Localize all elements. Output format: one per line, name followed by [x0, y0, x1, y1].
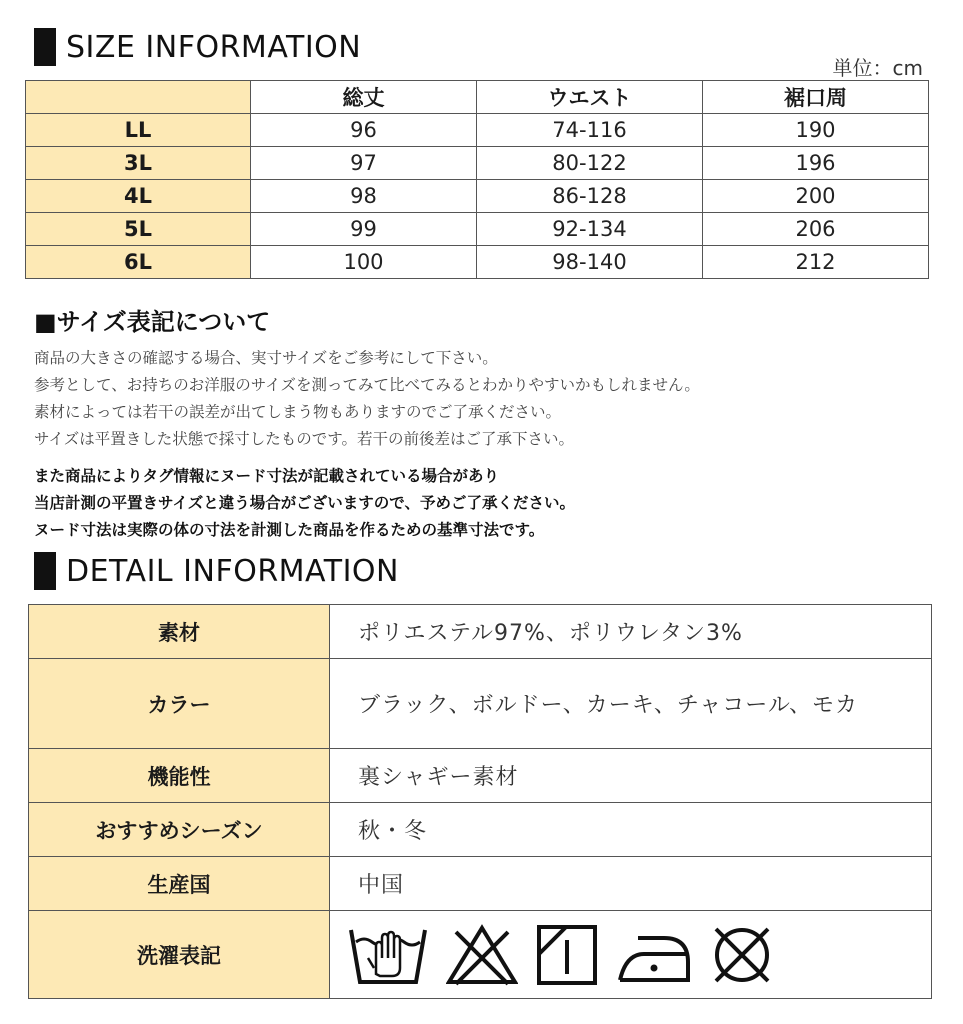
detail-section-header	[34, 552, 399, 590]
size-label: 4L	[26, 180, 251, 213]
waist-value: 86-128	[477, 180, 703, 213]
note-line: 商品の大きさの確認する場合、実寸サイズをご参考にして下さい。	[34, 349, 498, 367]
size-label: 3L	[26, 147, 251, 180]
table-row	[29, 911, 932, 999]
length-value: 96	[251, 114, 477, 147]
origin-label: 生産国	[29, 857, 330, 911]
section-marker	[34, 552, 56, 590]
line-dry-icon	[536, 924, 598, 986]
size-notes	[34, 302, 934, 544]
table-row	[26, 147, 929, 180]
waist-value: 74-116	[477, 114, 703, 147]
table-row	[26, 246, 929, 279]
table-row	[29, 749, 932, 803]
notice-line: また商品によりタグ情報にヌード寸法が記載されている場合があり	[34, 467, 500, 485]
hem-value: 196	[703, 147, 929, 180]
table-row	[29, 803, 932, 857]
season-value: 秋・冬	[330, 803, 932, 857]
material-value: ポリエステル97%、ポリウレタン3%	[330, 605, 932, 659]
size-section-header	[34, 28, 361, 66]
waist-value: 98-140	[477, 246, 703, 279]
size-table	[25, 80, 929, 279]
table-row	[29, 605, 932, 659]
size-label: LL	[26, 114, 251, 147]
care-symbols	[330, 911, 932, 999]
note-line: 参考として、お持ちのお洋服のサイズを測ってみて比べてみるとわかりやすいかもしれません。	[34, 376, 700, 394]
length-value: 98	[251, 180, 477, 213]
size-table-corner	[26, 81, 251, 114]
table-row	[29, 659, 932, 749]
size-section-title: SIZE INFORMATION	[66, 29, 362, 65]
note-line: サイズは平置きした状態で採寸したものです。若干の前後差はご了承下さい。	[34, 430, 575, 448]
hand-wash-icon	[348, 924, 428, 986]
hem-value: 206	[703, 213, 929, 246]
no-dry-clean-icon	[710, 924, 774, 986]
note-line: 素材によっては若干の誤差が出てしまう物もありますのでご了承ください。	[34, 403, 562, 421]
waist-value: 92-134	[477, 213, 703, 246]
hem-value: 212	[703, 246, 929, 279]
column-header-hem: 裾口周	[703, 81, 929, 114]
size-label: 6L	[26, 246, 251, 279]
waist-value: 80-122	[477, 147, 703, 180]
detail-table	[28, 604, 932, 999]
color-label: カラー	[29, 659, 330, 749]
hem-value: 190	[703, 114, 929, 147]
function-value: 裏シャギー素材	[330, 749, 932, 803]
notice-line: 当店計測の平置きサイズと違う場合がございますので、予めご了承ください。	[34, 494, 575, 512]
function-label: 機能性	[29, 749, 330, 803]
size-label: 5L	[26, 213, 251, 246]
material-label: 素材	[29, 605, 330, 659]
nude-size-notice	[34, 463, 934, 544]
size-table-header-row	[26, 81, 929, 114]
detail-section-title: DETAIL INFORMATION	[66, 553, 399, 589]
no-bleach-icon	[446, 924, 518, 986]
care-icons-row	[348, 924, 931, 986]
color-value: ブラック、ボルドー、カーキ、チャコール、モカ	[330, 659, 932, 749]
length-value: 99	[251, 213, 477, 246]
table-row	[26, 180, 929, 213]
table-row	[29, 857, 932, 911]
season-label: おすすめシーズン	[29, 803, 330, 857]
column-header-length: 総丈	[251, 81, 477, 114]
hem-value: 200	[703, 180, 929, 213]
column-header-waist: ウエスト	[477, 81, 703, 114]
section-marker	[34, 28, 56, 66]
table-row	[26, 213, 929, 246]
unit-label: 単位：cm	[832, 56, 923, 80]
notes-heading: ■サイズ表記について	[34, 308, 271, 336]
length-value: 100	[251, 246, 477, 279]
length-value: 97	[251, 147, 477, 180]
notice-line: ヌード寸法は実際の体の寸法を計測した商品を作るための基準寸法です。	[34, 521, 545, 539]
low-iron-icon	[616, 924, 692, 986]
table-row	[26, 114, 929, 147]
origin-value: 中国	[330, 857, 932, 911]
care-label: 洗濯表記	[29, 911, 330, 999]
